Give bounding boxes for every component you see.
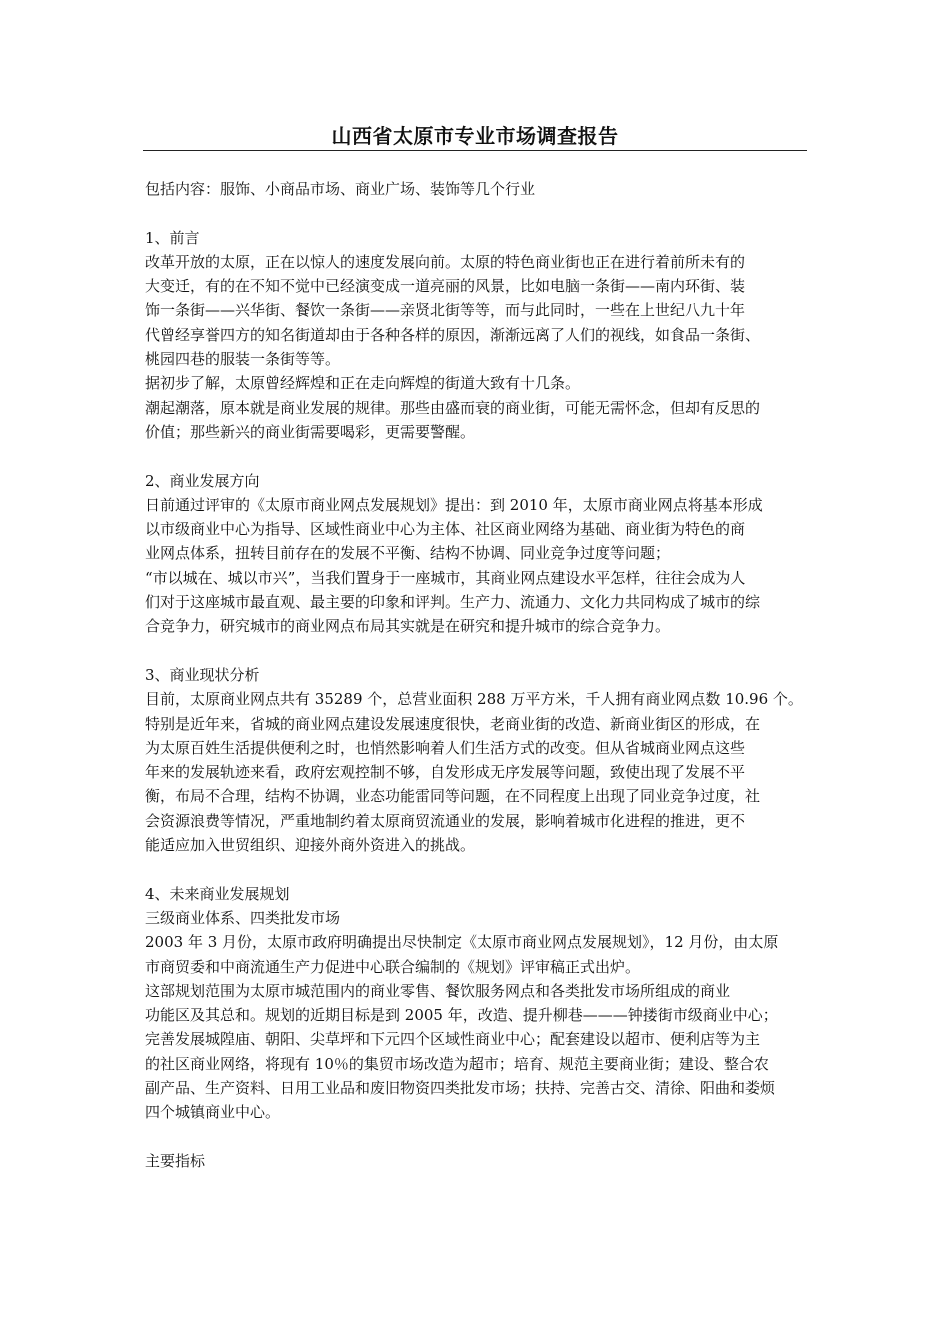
intro-text: 包括内容：服饰、小商品市场、商业广场、装饰等几个行业 <box>145 180 536 198</box>
body-line: 目前，太原商业网点共有 35289 个，总营业面积 288 万平方米，千人拥有商业网点数 10.96 个。 <box>145 690 803 709</box>
body-line: 完善发展城隍庙、朝阳、尖草坪和下元四个区域性商业中心；配套建设以超市、便利店等为主 <box>145 1030 761 1049</box>
body-line: 代曾经享誉四方的知名街道却由于各种各样的原因，渐渐远离了人们的视线，如食品一条街、 <box>145 325 761 344</box>
body-line: 日前通过评审的《太原市商业网点发展规划》提出：到 2010 年，太原市商业网点将基本形成 <box>145 495 763 514</box>
body-line: 市商贸委和中商流通生产力促进中心联合编制的《规划》评审稿正式出炉。 <box>145 957 641 976</box>
paragraph-gap <box>145 1125 817 1149</box>
paragraph-gap <box>145 201 817 225</box>
body-line: 四个城镇商业中心。 <box>145 1103 281 1122</box>
body-line: 会资源浪费等情况，严重地制约着太原商贸流通业的发展，影响着城市化进程的推进，更不 <box>145 811 746 830</box>
body-line: 特别是近年来，省城的商业网点建设发展速度很快，老商业街的改造、新商业街区的形成，在 <box>145 714 761 733</box>
body-line: 功能区及其总和。规划的近期目标是到 2005 年，改造、提升柳巷———钟搂街市级商业中心； <box>145 1006 778 1025</box>
paragraph-gap <box>145 857 817 881</box>
section-heading: 2、商业发展方向 <box>145 471 260 490</box>
body-line: 价值；那些新兴的商业街需要喝彩，更需要警醒。 <box>145 422 476 441</box>
body-line: 桃园四巷的服装一条街等等。 <box>145 350 341 369</box>
document-title: 山西省太原市专业市场调查报告 <box>331 124 619 148</box>
body-line: 业网点体系，扭转目前存在的发展不平衡、结构不协调、同业竞争过度等问题； <box>145 544 671 563</box>
paragraph-gap <box>145 444 817 468</box>
section-heading: 3、商业现状分析 <box>145 665 260 684</box>
section-heading: 1、前言 <box>145 228 200 247</box>
body-line: 副产品、生产资料、日用工业品和废旧物资四类批发市场；扶持、完善古交、清徐、阳曲和娄烦 <box>145 1078 776 1097</box>
body-line: 这部规划范围为太原市城范围内的商业零售、餐饮服务网点和各类批发市场所组成的商业 <box>145 981 731 1000</box>
body-line: 饰一条街——兴华街、餐饮一条街——亲贤北街等等，而与此同时，一些在上世纪八九十年 <box>145 301 746 320</box>
body-line: 的社区商业网络，将现有 10％的集贸市场改造为超市；培育、规范主要商业街；建设、整合农 <box>145 1054 769 1073</box>
body-line: 合竞争力，研究城市的商业网点布局其实就是在研究和提升城市的综合竞争力。 <box>145 617 671 636</box>
body-line: 能适应加入世贸组织、迎接外商外资进入的挑战。 <box>145 836 476 855</box>
body-line: “市以城在、城以市兴”，当我们置身于一座城市，其商业网点建设水平怎样，往往会成为人 <box>145 568 746 587</box>
body-line: 潮起潮落，原本就是商业发展的规律。那些由盛而衰的商业街，可能无需怀念，但却有反思的 <box>145 398 761 417</box>
body-line: 衡，布局不合理，结构不协调，业态功能雷同等问题，在不同程度上出现了同业竞争过度，社 <box>145 787 761 806</box>
body-line: 改革开放的太原，正在以惊人的速度发展向前。太原的特色商业街也正在进行着前所未有的 <box>145 252 746 271</box>
document-body <box>145 177 817 1173</box>
title-underline <box>143 150 807 151</box>
closing-heading: 主要指标 <box>145 1151 206 1170</box>
section-heading: 4、未来商业发展规划 <box>145 884 290 903</box>
body-line: 年来的发展轨迹来看，政府宏观控制不够，自发形成无序发展等问题，致使出现了发展不平 <box>145 763 746 782</box>
body-line: 据初步了解，太原曾经辉煌和正在走向辉煌的街道大致有十几条。 <box>145 374 581 393</box>
body-line: 三级商业体系、四类批发市场 <box>145 908 341 927</box>
body-line: 2003 年 3 月份，太原市政府明确提出尽快制定《太原市商业网点发展规划》，12 月份，由太原 <box>145 933 779 952</box>
body-line: 以市级商业中心为指导、区域性商业中心为主体、社区商业网络为基础、商业街为特色的商 <box>145 520 746 539</box>
body-line: 为太原百姓生活提供便利之时，也悄然影响着人们生活方式的改变。但从省城商业网点这些 <box>145 738 746 757</box>
body-line: 大变迁，有的在不知不觉中已经演变成一道亮丽的风景，比如电脑一条街——南内环街、装 <box>145 277 746 296</box>
paragraph-gap <box>145 639 817 663</box>
body-line: 们对于这座城市最直观、最主要的印象和评判。生产力、流通力、文化力共同构成了城市的综 <box>145 593 761 612</box>
